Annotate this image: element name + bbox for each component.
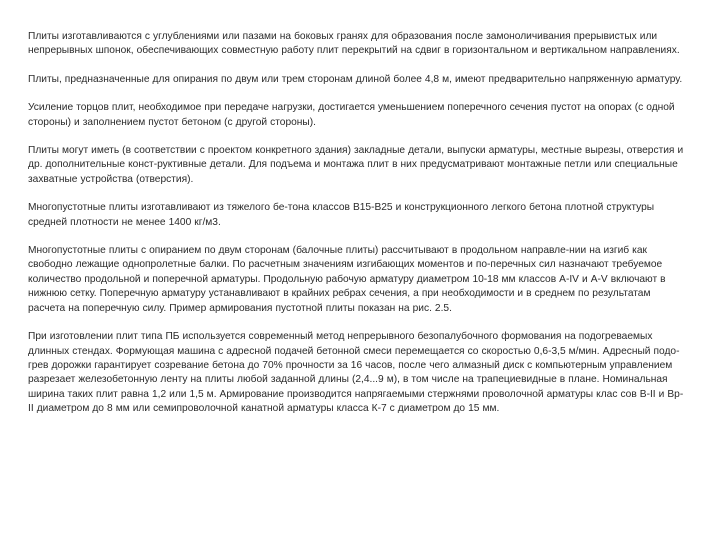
paragraph-embedded-parts: Плиты могут иметь (в соответствии с проектом конкретного здания) закладные детали, выпуски арматуры, местные вырезы, отверстия и др. дополнительные конст-руктивные детали. Для подъема и монтажа плит в них предусматривают монтажные петли или специальные захватные устройства (отверстия). <box>28 145 684 185</box>
paragraph-slab-grooves: Плиты изготавливаются с углублениями или пазами на боковых гранях для образования после замоноличивания прерывистых или непрерывных шпонок, обеспечивающих совместную работу плит перекрытий на сдвиг в горизонтальном и вертикальном направлениях. <box>28 31 680 57</box>
paragraph-concrete-classes: Многопустотные плиты изготавливают из тяжелого бе-тона классов В15-В25 и конструкционного легкого бетона плотной структуры средней плотности не менее 1400 кг/м3. <box>28 202 655 228</box>
paragraph-prestressed-reinforcement: Плиты, предназначенные для опирания по двум или трем сторонам длиной более 4,8 м, имеют предварительно напряженную арматуру. <box>28 73 683 85</box>
paragraph-manufacturing-method: При изготовлении плит типа ПБ используется современный метод непрерывного безопалубочного формования на подогреваемых длинных стендах. Формующая машина с адресной подачей бетонной смеси перемещается со скоростью 0,6-3,5 м/мин. Адресный подо-грев дорожки гарантирует созревание бетона до 70% прочности за 16 часов, после чего алмазный диск с компьютерным управлением разрезает железобетонную ленту на плиты любой заданной длины (2,4...9 м), в том числе на трапециевидные в плане. Номинальная ширина таких плит равна 1,2 или 1,5 м. Армирование производится напрягаемыми стержнями проволочной арматуры клас сов В-II и Вр-II диаметром до 8 мм или семипроволочной канатной арматуры класса К-7 с диаметром до 15 мм. <box>28 331 684 415</box>
paragraph-beam-calculation: Многопустотные плиты с опиранием по двум сторонам (балочные плиты) рассчитывают в продольном направле-нии на изгиб как свободно лежащие однопролетные балки. По расчетным значениям изгибающих моментов и по-перечных сил назначают требуемое количество продольной и поперечной арматуры. Продольную рабочую арматуру диаметром 10-18 мм классов A-IV и A-V включают в нижнюю сетку. Поперечную арматуру устанавливают в крайних ребрах сечения, а при необходимости и в среднем по результатам расчета на поперечную силу. Пример армирования пустотной плиты показан на рис. 2.5. <box>28 245 666 314</box>
paragraph-end-reinforcement: Усиление торцов плит, необходимое при передаче нагрузки, достигается уменьшением поперечного сечения пустот на опорах (с одной стороны) и заполнением пустот бетоном (с другой стороны). <box>28 102 675 128</box>
